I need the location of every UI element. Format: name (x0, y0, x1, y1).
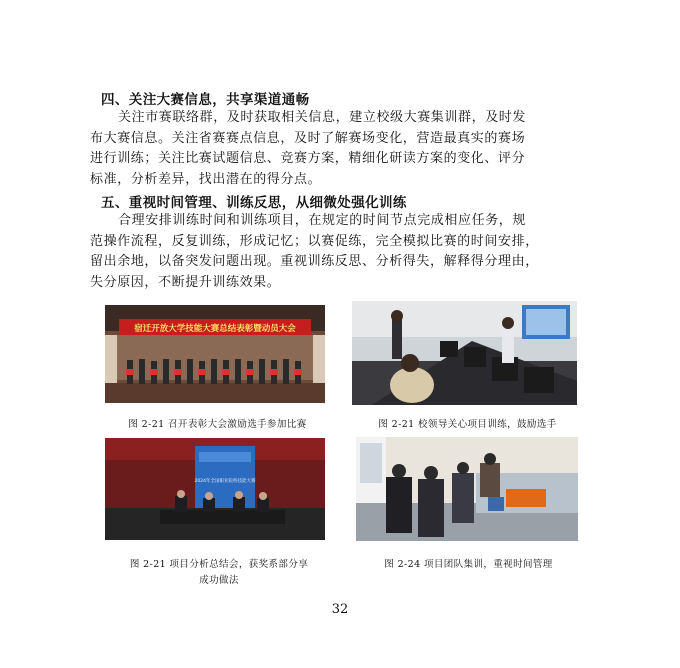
photo-analysis-meeting-image (105, 438, 325, 540)
photo-team-training-image (356, 437, 578, 541)
paragraph-line: 标准，分析差异，找出潜在的得分点。 (90, 171, 322, 187)
ceremony-banner-text: 宿迁开放大学技能大赛总结表彰暨动员大会 (134, 324, 296, 334)
photo-analysis-meeting (105, 438, 325, 540)
section-heading-4: 四、关注大赛信息，共享渠道通畅 (101, 92, 310, 108)
paragraph-line: 进行训练；关注比赛试题信息、竞赛方案，精细化研读方案的变化、评分 (90, 151, 526, 166)
section-4-paragraph (90, 108, 590, 190)
photo-awards-ceremony-image (105, 305, 325, 403)
meeting-screen-text: 2024年全国职业院校技能大赛 (194, 479, 256, 484)
caption-3-line-1: 图 2-21 项目分析总结会，获奖系部分享 (129, 559, 309, 570)
photo-team-training (356, 437, 578, 541)
paragraph-line: 范操作流程，反复训练，形成记忆；以赛促练，完全模拟比赛的时间安排， (90, 233, 539, 249)
paragraph-line: 合理安排训练时间和训练项目，在规定的时间节点完成相应任务，规 (118, 213, 527, 228)
paragraph-line: 失分原因，不断提升训练效果。 (90, 274, 281, 290)
paragraph-line: 关注市赛联络群，及时获取相关信息，建立校级大赛集训群，及时发 (118, 110, 527, 125)
caption-4: 图 2-24 项目团队集训，重视时间管理 (384, 559, 553, 570)
paragraph-line: 布大赛信息。关注省赛赛点信息，及时了解赛场变化，营造最真实的赛场 (90, 130, 526, 146)
photo-leaders-training-visit (352, 301, 577, 405)
section-heading-5: 五、重视时间管理、训练反思，从细微处强化训练 (101, 195, 407, 211)
photo-leaders-training-visit-image (352, 301, 577, 405)
caption-2: 图 2-21 校领导关心项目训练，鼓励选手 (378, 419, 557, 430)
page-number: 32 (331, 602, 349, 617)
photo-awards-ceremony (105, 305, 325, 403)
caption-3-line-2: 成功做法 (199, 575, 239, 586)
paragraph-line: 留出余地，以备突发问题出现。重视训练反思、分析得失，解释得分理由， (90, 254, 539, 269)
caption-1: 图 2-21 召开表彰大会激励选手参加比赛 (128, 419, 307, 430)
section-5-paragraph (90, 211, 590, 293)
